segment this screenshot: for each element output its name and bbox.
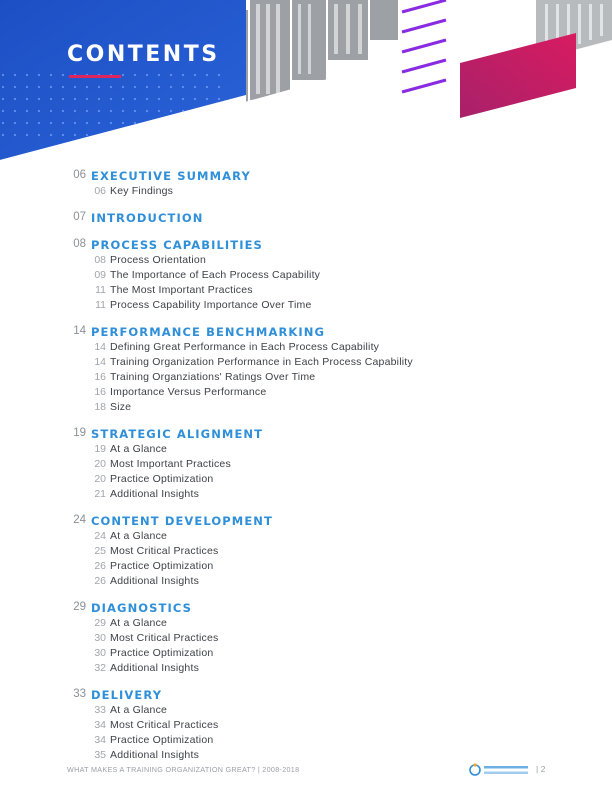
- toc-item[interactable]: [0, 284, 612, 298]
- toc-section-title: CONTENT DEVELOPMENT: [91, 514, 273, 528]
- toc-item[interactable]: [0, 719, 612, 733]
- toc-item-page: 06: [94, 185, 106, 197]
- toc-item-title: At a Glance: [110, 443, 168, 455]
- toc-item-page: 20: [94, 473, 106, 485]
- toc-item[interactable]: [0, 647, 612, 661]
- toc-section-page: 33: [73, 688, 86, 700]
- toc-section[interactable]: [0, 238, 612, 254]
- toc-section-page: 06: [73, 169, 86, 181]
- page-number: | 2: [536, 764, 546, 774]
- toc-item[interactable]: [0, 356, 612, 370]
- toc-item[interactable]: [0, 254, 612, 268]
- toc-item-title: Training Organziations' Ratings Over Time: [110, 371, 316, 383]
- toc-item-page: 21: [94, 488, 106, 500]
- toc-section-page: 08: [73, 238, 86, 250]
- toc-item-title: Additional Insights: [110, 749, 200, 761]
- toc-item-page: 11: [95, 284, 106, 296]
- toc-item-page: 20: [94, 458, 106, 470]
- toc-item-page: 14: [94, 341, 106, 353]
- toc-item-page: 09: [94, 269, 106, 281]
- toc-section[interactable]: [0, 325, 612, 341]
- toc-section-page: 07: [73, 211, 86, 223]
- toc-section[interactable]: [0, 601, 612, 617]
- toc-item-page: 35: [94, 749, 106, 761]
- toc-item-title: Practice Optimization: [110, 734, 214, 746]
- toc-section-page: 24: [73, 514, 86, 526]
- toc-item-title: Key Findings: [110, 185, 174, 197]
- toc-item-title: Size: [110, 401, 132, 413]
- toc-item-title: At a Glance: [110, 704, 168, 716]
- toc-section-page: 19: [73, 427, 86, 439]
- toc-item-page: 29: [94, 617, 106, 629]
- toc-item[interactable]: [0, 560, 612, 574]
- toc-item-title: Process Orientation: [110, 254, 207, 266]
- toc-section-page: 14: [73, 325, 86, 337]
- toc-item-page: 18: [94, 401, 106, 413]
- toc-item-page: 16: [94, 371, 106, 383]
- header-graphic: [0, 0, 612, 170]
- toc-item-page: 34: [94, 734, 106, 746]
- toc-section-title: STRATEGIC ALIGNMENT: [91, 427, 264, 441]
- toc-section-title: DELIVERY: [91, 688, 163, 702]
- toc-item[interactable]: [0, 734, 612, 748]
- toc-item-page: 30: [94, 647, 106, 659]
- toc-item-title: Most Critical Practices: [110, 545, 219, 557]
- toc-item-page: 14: [94, 356, 106, 368]
- toc-item-title: Defining Great Performance in Each Process Capability: [110, 341, 380, 353]
- toc-item-title: Most Critical Practices: [110, 719, 219, 731]
- toc-item[interactable]: [0, 401, 612, 415]
- toc-item-title: At a Glance: [110, 617, 168, 629]
- toc-section-page: 29: [73, 601, 86, 613]
- toc-item-title: Practice Optimization: [110, 560, 214, 572]
- toc-item[interactable]: [0, 458, 612, 472]
- toc-item-title: At a Glance: [110, 530, 168, 542]
- toc-section[interactable]: [0, 211, 612, 227]
- toc-item-title: Practice Optimization: [110, 647, 214, 659]
- title-underline: [69, 75, 121, 78]
- toc-item[interactable]: [0, 473, 612, 487]
- toc-item-page: 11: [95, 299, 106, 311]
- toc-item[interactable]: [0, 749, 612, 763]
- toc-item-page: 33: [94, 704, 106, 716]
- toc-item-page: 24: [94, 530, 106, 542]
- toc-item[interactable]: [0, 299, 612, 313]
- toc-item-title: The Most Important Practices: [110, 284, 253, 296]
- toc-item-title: Most Important Practices: [110, 458, 231, 470]
- toc-item-title: Additional Insights: [110, 488, 200, 500]
- toc-item-title: Process Capability Importance Over Time: [110, 299, 312, 311]
- toc-item-page: 19: [94, 443, 106, 455]
- toc-section-title: DIAGNOSTICS: [91, 601, 193, 615]
- toc-item[interactable]: [0, 341, 612, 355]
- toc-item[interactable]: [0, 617, 612, 631]
- toc-item-title: Importance Versus Performance: [110, 386, 267, 398]
- toc-section[interactable]: [0, 169, 612, 185]
- toc-section-title: PERFORMANCE BENCHMARKING: [91, 325, 326, 339]
- toc-item-page: 32: [94, 662, 106, 674]
- footer-text: WHAT MAKES A TRAINING ORGANIZATION GREAT? | 2008-2018: [67, 765, 300, 774]
- toc-section-title: EXECUTIVE SUMMARY: [91, 169, 251, 183]
- toc-item-page: 25: [94, 545, 106, 557]
- toc-item[interactable]: [0, 704, 612, 718]
- toc-item[interactable]: [0, 575, 612, 589]
- toc-section[interactable]: [0, 688, 612, 704]
- toc-item-page: 26: [94, 575, 106, 587]
- toc-item-title: Practice Optimization: [110, 473, 214, 485]
- toc-item[interactable]: [0, 386, 612, 400]
- toc-item[interactable]: [0, 269, 612, 283]
- toc-section-title: PROCESS CAPABILITIES: [91, 238, 263, 252]
- toc-section[interactable]: [0, 514, 612, 530]
- toc-item-title: Additional Insights: [110, 575, 200, 587]
- toc-item-page: 08: [94, 254, 106, 266]
- page-title: CONTENTS: [67, 42, 220, 67]
- toc-section-title: INTRODUCTION: [91, 211, 204, 225]
- toc-item-page: 26: [94, 560, 106, 572]
- toc-item-title: The Importance of Each Process Capability: [110, 269, 321, 281]
- toc-item[interactable]: [0, 545, 612, 559]
- toc-item[interactable]: [0, 443, 612, 457]
- toc-item-page: 34: [94, 719, 106, 731]
- toc-item[interactable]: [0, 632, 612, 646]
- toc-item-title: Additional Insights: [110, 662, 200, 674]
- toc-item[interactable]: [0, 185, 612, 199]
- toc-section[interactable]: [0, 427, 612, 443]
- toc-item-page: 16: [94, 386, 106, 398]
- toc-item[interactable]: [0, 662, 612, 676]
- toc-item[interactable]: [0, 371, 612, 385]
- toc-item[interactable]: [0, 488, 612, 502]
- toc-item[interactable]: [0, 530, 612, 544]
- toc-item-title: Most Critical Practices: [110, 632, 219, 644]
- toc-item-page: 30: [94, 632, 106, 644]
- toc-item-title: Training Organization Performance in Each Process Capability: [110, 356, 413, 368]
- training-industry-logo-icon: [468, 762, 530, 778]
